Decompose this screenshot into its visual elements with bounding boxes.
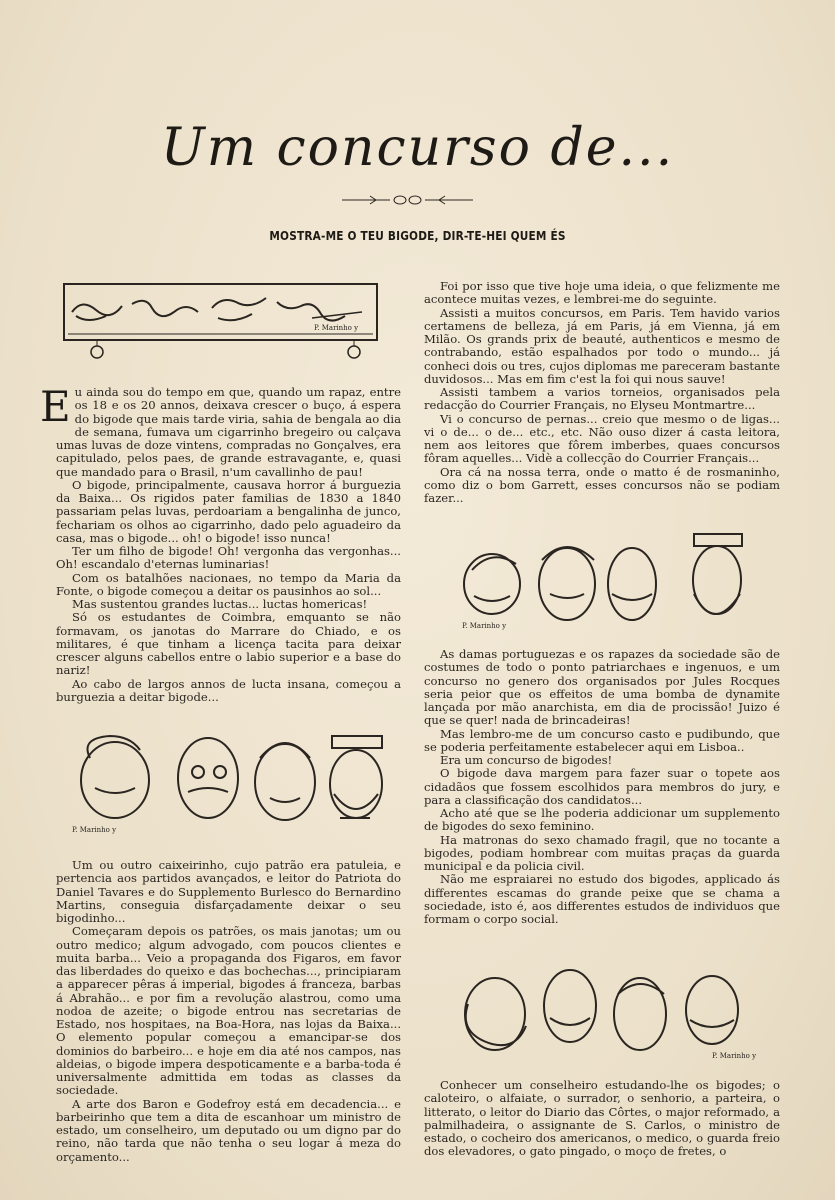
column-left-block-1 bbox=[40, 382, 401, 704]
paragraph: Conhecer um conselheiro estudando-lhe os bigodes; o caloteiro, o alfaiate, o surrador, o senhorio, a parteira, o litterato, o leitor do Diario das Côrtes, o major reformado, a palmilhadeira, o assignante de S. Carlos, o ministro de estado, o cocheiro dos americanos, o medico, o guarda freio dos elevadores, o gato pingado, o moço de fretes, o bbox=[424, 1078, 780, 1159]
caricature-group-illustration-3 bbox=[440, 958, 760, 1068]
paragraph: Vi o concurso de pernas... creio que mesmo o de ligas... vi o de... o de... etc., etc. Não ouso dizer á casta leitora, nem aos leitores que fôrem imberbes, quaes concursos fôram aquelles... Vidè a collecção do Courrier Français... bbox=[424, 411, 780, 466]
caricature-group-illustration-2 bbox=[432, 530, 772, 642]
page-title: Um concurso de... bbox=[160, 118, 675, 178]
column-right-block-1 bbox=[424, 280, 780, 505]
paragraph: Acho até que se lhe poderia addicionar um supplemento de bigodes do sexo feminino. bbox=[424, 806, 780, 834]
svg-text:P. Marinho y: P. Marinho y bbox=[72, 826, 117, 834]
paragraph: Foi por isso que tive hoje uma ideia, o que felizmente me acontece muitas vezes, e lembrei-me do seguinte. bbox=[424, 279, 780, 307]
page-subtitle: MOSTRA-ME O TEU BIGODE, DIR-TE-HEI QUEM ÉS bbox=[269, 229, 566, 243]
paragraph: Era um concurso de bigodes! bbox=[440, 753, 613, 767]
paragraph: Assisti a muitos concursos, em Paris. Tem havido varios certamens de belleza, já em Paris, já em Vienna, já em Milão. Os grands prix de beauté, authenticos e mesmo de contrabando, estão espalhados por todo o mundo... já conheci dois ou tres, cujos diplomas me pareceram bastante duvidosos... Mas em fim c'est la foi qui nous sauve! bbox=[424, 305, 780, 386]
column-right-block-2 bbox=[424, 648, 780, 926]
paragraph: Ha matronas do sexo chamado fragil, que no tocante a bigodes, podiam hombrear com muitas praças da guarda municipal e da policia civil. bbox=[424, 832, 780, 873]
caricature-group-illustration-1 bbox=[60, 728, 400, 840]
svg-text:P. Marinho y: P. Marinho y bbox=[462, 622, 507, 630]
paragraph: A arte dos Baron e Godefroy está em decadencia... e barbeirinho que tem a dita de escanhoar um ministro de estado, um conselheiro, um deputado ou um digno par do reino, não tarda que não tenha o seu logar á meza do orçamento... bbox=[56, 1096, 401, 1164]
paragraph: Ao cabo de largos annos de lucta insana, começou a burguezia a deitar bigode... bbox=[56, 676, 401, 704]
mustache-board-illustration bbox=[62, 282, 380, 364]
paragraph: As damas portuguezas e os rapazes da sociedade são de costumes de todo o ponto patriarchaes e ingenuos, e um concurso no genero dos organisados por Jules Rocques seria peior que os effeitos de uma bomba de dynamite lançada por mão anarchista, em dia de procissão! Juizo é que se quer! nada de brincadeiras! bbox=[424, 647, 780, 728]
paragraph: Com os batalhões nacionaes, no tempo da Maria da Fonte, o bigode começou a deitar os pausinhos ao sol... bbox=[56, 570, 401, 598]
paragraph: Um ou outro caixeirinho, cujo patrão era patuleia, e pertencia aos partidos avançados, e leitor do Patriota do Daniel Tavares e do Supplemento Burlesco do Bernardino Martins, conseguia disfarçadamente deixar o seu bigodinho... bbox=[56, 858, 401, 925]
illustration-signature: P. Marinho y bbox=[314, 324, 359, 332]
title-ornament bbox=[340, 193, 475, 207]
svg-text:P. Marinho y: P. Marinho y bbox=[712, 1052, 757, 1060]
paragraph: Ter um filho de bigode! Oh! vergonha das vergonhas... Oh! escandalo d'eternas luminarias! bbox=[56, 544, 401, 572]
column-right-block-3 bbox=[424, 1079, 780, 1159]
paragraph: Mas lembro-me de um concurso casto e pudibundo, que se poderia perfeitamente estabelecer aqui em Lisboa.. bbox=[424, 726, 780, 754]
paragraph: Só os estudantes de Coimbra, emquanto se não formavam, os janotas do Marrare do Chiado, e os militares, é que tinham a licença tacita para deixar crescer alguns cabellos entre o labio superior e a base do nariz! bbox=[56, 610, 401, 678]
column-left-block-2 bbox=[56, 859, 401, 1164]
paragraph: Começaram depois os patrões, os mais janotas; um ou outro medico; algum advogado, com poucos clientes e muita barba... Veio a propaganda dos Figaros, em favor das liberdades do queixo e das bochechas..., principiaram a apparecer pêras á imperial, bigodes á franceza, barbas á Abrahão... e por fim a revolução alastrou, como uma nodoa de azeite; o bigode entrou nas secretarias de Estado, nos hospitaes, na Boa-Hora, nas lojas da Baixa... O elemento popular começou a emancipar-se dos dominios do barbeiro... e hoje em dia até nos campos, nas aldeias, o bigode impera despoticamente e a barba-toda é universalmente admittida em todas as classes da sociedade. bbox=[56, 924, 401, 1098]
drop-cap: E bbox=[40, 382, 71, 431]
paragraph: Eu ainda sou do tempo em que, quando um rapaz, entre os 18 e os 20 annos, deixava crescer o buço, á espera do bigode que mais tarde viria, sahia de bengala ao dia de semana, fumava um cigarrinho bregeiro ou calçava umas luvas de doze vintens, compradas no Gonçalves, era capitulado, pelos paes, de grande estravagante, e, quasi que mandado para o Brasil, n'um cavallinho de pau! bbox=[40, 382, 401, 479]
paragraph: O bigode, principalmente, causava horror á burguezia da Baixa... Os rigidos pater familias de 1830 a 1840 passariam pelas luvas, perdoariam a bengalinha de junco, fechariam os olhos ao cigarrinho, dado pelo aguadeiro da casa, mas o bigode... oh! o bigode! isso nunca! bbox=[56, 477, 401, 545]
paragraph: Assisti tambem a varios torneios, organisados pela redacção do Courrier Français, no Elyseu Montmartre... bbox=[424, 385, 780, 413]
paragraph: O bigode dava margem para fazer suar o topete aos cidadãos que fossem escolhidos para membros do jury, e para a classificação dos candidatos... bbox=[424, 766, 780, 807]
paragraph: Não me espraiarei no estudo dos bigodes, applicado ás differentes escamas do grande peixe que se chama a sociedade, isto é, aos differentes estudos de individuos que formam o corpo social. bbox=[424, 872, 780, 926]
paragraph: Ora cá na nossa terra, onde o matto é de rosmaninho, como diz o bom Garrett, esses concursos não se podiam fazer... bbox=[424, 464, 780, 505]
paragraph: Mas sustentou grandes luctas... luctas homericas! bbox=[72, 597, 368, 611]
